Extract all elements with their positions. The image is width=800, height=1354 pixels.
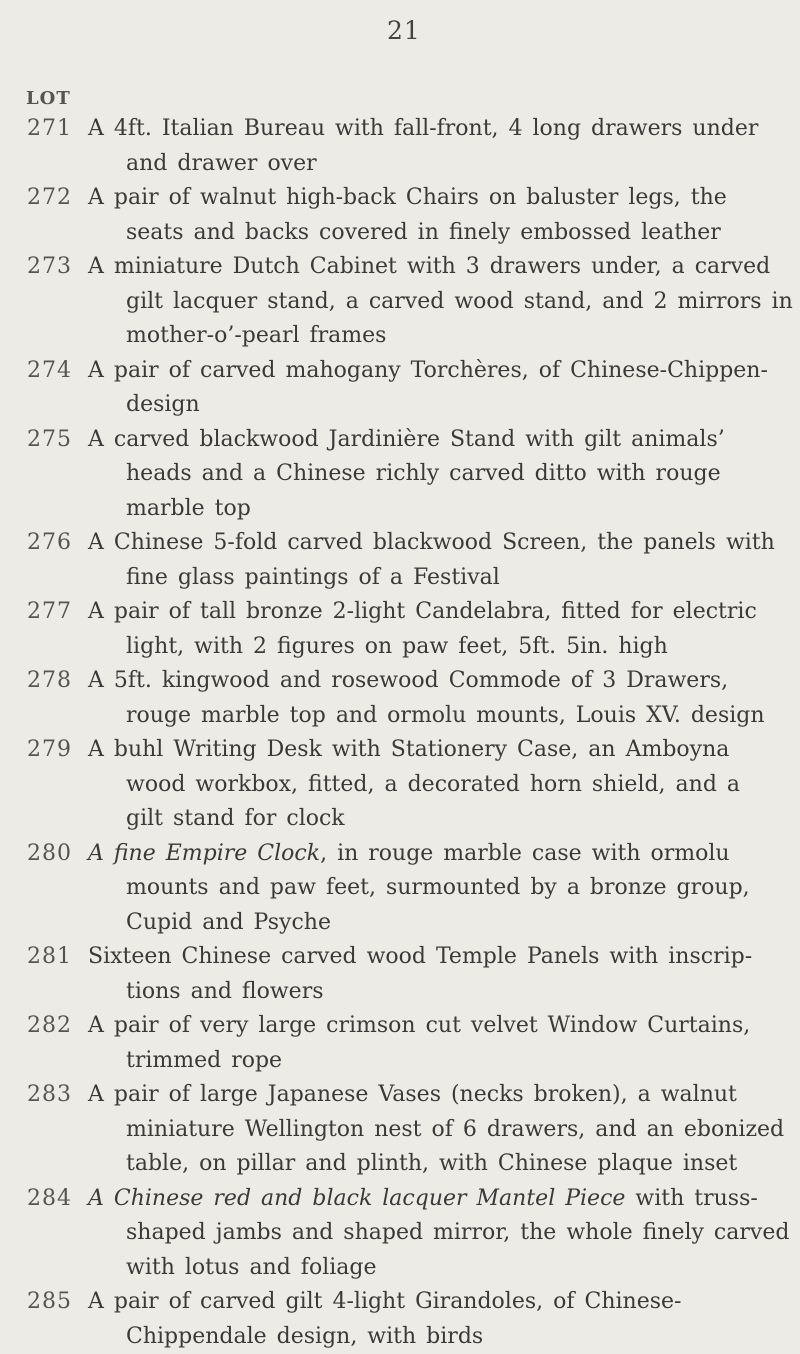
- lot-number: 283: [27, 1078, 83, 1113]
- lot-description-line: design: [88, 388, 784, 423]
- lot-entry: [0, 181, 800, 250]
- lot-description: [88, 1009, 784, 1078]
- lot-number: 274: [27, 354, 83, 389]
- lot-description-line: A pair of large Japanese Vases (necks broken), a walnut: [88, 1078, 784, 1113]
- lot-entry: [0, 112, 800, 181]
- lot-description-line: A 4ft. Italian Bureau with fall-front, 4 long drawers under: [88, 112, 784, 147]
- lot-description: [88, 1078, 784, 1182]
- lot-entry: [0, 423, 800, 527]
- lot-description-line: A carved blackwood Jardinière Stand with gilt animals’: [88, 423, 784, 458]
- lot-entry: [0, 1285, 800, 1354]
- lot-description-line: light, with 2 figures on paw feet, 5ft. 5in. high: [88, 630, 784, 665]
- lot-number: 275: [27, 423, 83, 458]
- lot-description-line: Sixteen Chinese carved wood Temple Panels with inscrip-: [88, 940, 784, 975]
- lot-description-line: Chippendale design, with birds: [88, 1320, 784, 1354]
- lot-description: [88, 423, 784, 527]
- lot-description-line: Cupid and Psyche: [88, 906, 784, 941]
- lot-description: [88, 595, 784, 664]
- lot-entry: [0, 837, 800, 941]
- lot-column-heading: LOT: [26, 88, 71, 109]
- lot-entry: [0, 1182, 800, 1286]
- lot-description: [88, 1285, 784, 1354]
- lot-description-line: miniature Wellington nest of 6 drawers, and an ebonized: [88, 1113, 784, 1148]
- lot-number: 273: [27, 250, 83, 285]
- lot-description-line: marble top: [88, 492, 784, 527]
- lot-entry: [0, 595, 800, 664]
- lot-number: 278: [27, 664, 83, 699]
- lot-description-line: trimmed rope: [88, 1044, 784, 1079]
- lot-description-line: A pair of walnut high-back Chairs on baluster legs, the: [88, 181, 784, 216]
- lot-description: [88, 664, 784, 733]
- lot-number: 282: [27, 1009, 83, 1044]
- lot-number: 280: [27, 837, 83, 872]
- lot-description-line: A pair of carved gilt 4-light Girandoles, of Chinese-: [88, 1285, 784, 1320]
- lot-description: [88, 733, 784, 837]
- lot-description: [88, 940, 784, 1009]
- lot-description-line: with lotus and foliage: [88, 1251, 784, 1286]
- lot-description-line: wood workbox, fitted, a decorated horn shield, and a: [88, 768, 784, 803]
- lot-entry: [0, 733, 800, 837]
- lot-description-line: and drawer over: [88, 147, 784, 182]
- lot-description-line: A miniature Dutch Cabinet with 3 drawers under, a carved: [88, 250, 784, 285]
- lot-description: [88, 354, 784, 423]
- lot-description-line: rouge marble top and ormolu mounts, Louis XV. design: [88, 699, 784, 734]
- lot-description: [88, 112, 784, 181]
- lot-entry: [0, 664, 800, 733]
- lot-entry: [0, 526, 800, 595]
- lot-list: [0, 112, 800, 1354]
- lot-description-line: table, on pillar and plinth, with Chinese plaque inset: [88, 1147, 784, 1182]
- lot-description-line: A buhl Writing Desk with Stationery Case, an Amboyna: [88, 733, 784, 768]
- lot-description-line: A Chinese red and black lacquer Mantel Piece with truss-: [88, 1182, 784, 1217]
- lot-number: 284: [27, 1182, 83, 1217]
- lot-description-line: A pair of tall bronze 2-light Candelabra, fitted for electric: [88, 595, 784, 630]
- lot-entry: [0, 250, 800, 354]
- lot-description-line: mother-o’-pearl frames: [88, 319, 784, 354]
- lot-number: 277: [27, 595, 83, 630]
- lot-description-line: gilt stand for clock: [88, 802, 784, 837]
- lot-description-line: tions and flowers: [88, 975, 784, 1010]
- lot-description-line: shaped jambs and shaped mirror, the whole finely carved: [88, 1216, 784, 1251]
- lot-number: 279: [27, 733, 83, 768]
- lot-number: 272: [27, 181, 83, 216]
- lot-description: [88, 250, 784, 354]
- lot-description-line: A Chinese 5-fold carved blackwood Screen, the panels with: [88, 526, 784, 561]
- lot-description: [88, 526, 784, 595]
- lot-description: [88, 837, 784, 941]
- lot-description-line: fine glass paintings of a Festival: [88, 561, 784, 596]
- lot-description-line: A fine Empire Clock, in rouge marble case with ormolu: [88, 837, 784, 872]
- lot-entry: [0, 1009, 800, 1078]
- lot-description-line: A 5ft. kingwood and rosewood Commode of 3 Drawers,: [88, 664, 784, 699]
- lot-number: 271: [27, 112, 83, 147]
- lot-description-line: seats and backs covered in finely embossed leather: [88, 216, 784, 251]
- lot-number: 276: [27, 526, 83, 561]
- lot-description: [88, 1182, 784, 1286]
- page-number: 21: [387, 16, 421, 45]
- lot-entry: [0, 940, 800, 1009]
- lot-entry: [0, 1078, 800, 1182]
- lot-description-line: mounts and paw feet, surmounted by a bronze group,: [88, 871, 784, 906]
- lot-number: 281: [27, 940, 83, 975]
- lot-entry: [0, 354, 800, 423]
- lot-description-line: gilt lacquer stand, a carved wood stand, and 2 mirrors in: [88, 285, 784, 320]
- lot-description-line: A pair of carved mahogany Torchères, of Chinese-Chippen-: [88, 354, 784, 389]
- lot-description: [88, 181, 784, 250]
- lot-description-line: A pair of very large crimson cut velvet Window Curtains,: [88, 1009, 784, 1044]
- lot-number: 285: [27, 1285, 83, 1320]
- lot-description-line: heads and a Chinese richly carved ditto with rouge: [88, 457, 784, 492]
